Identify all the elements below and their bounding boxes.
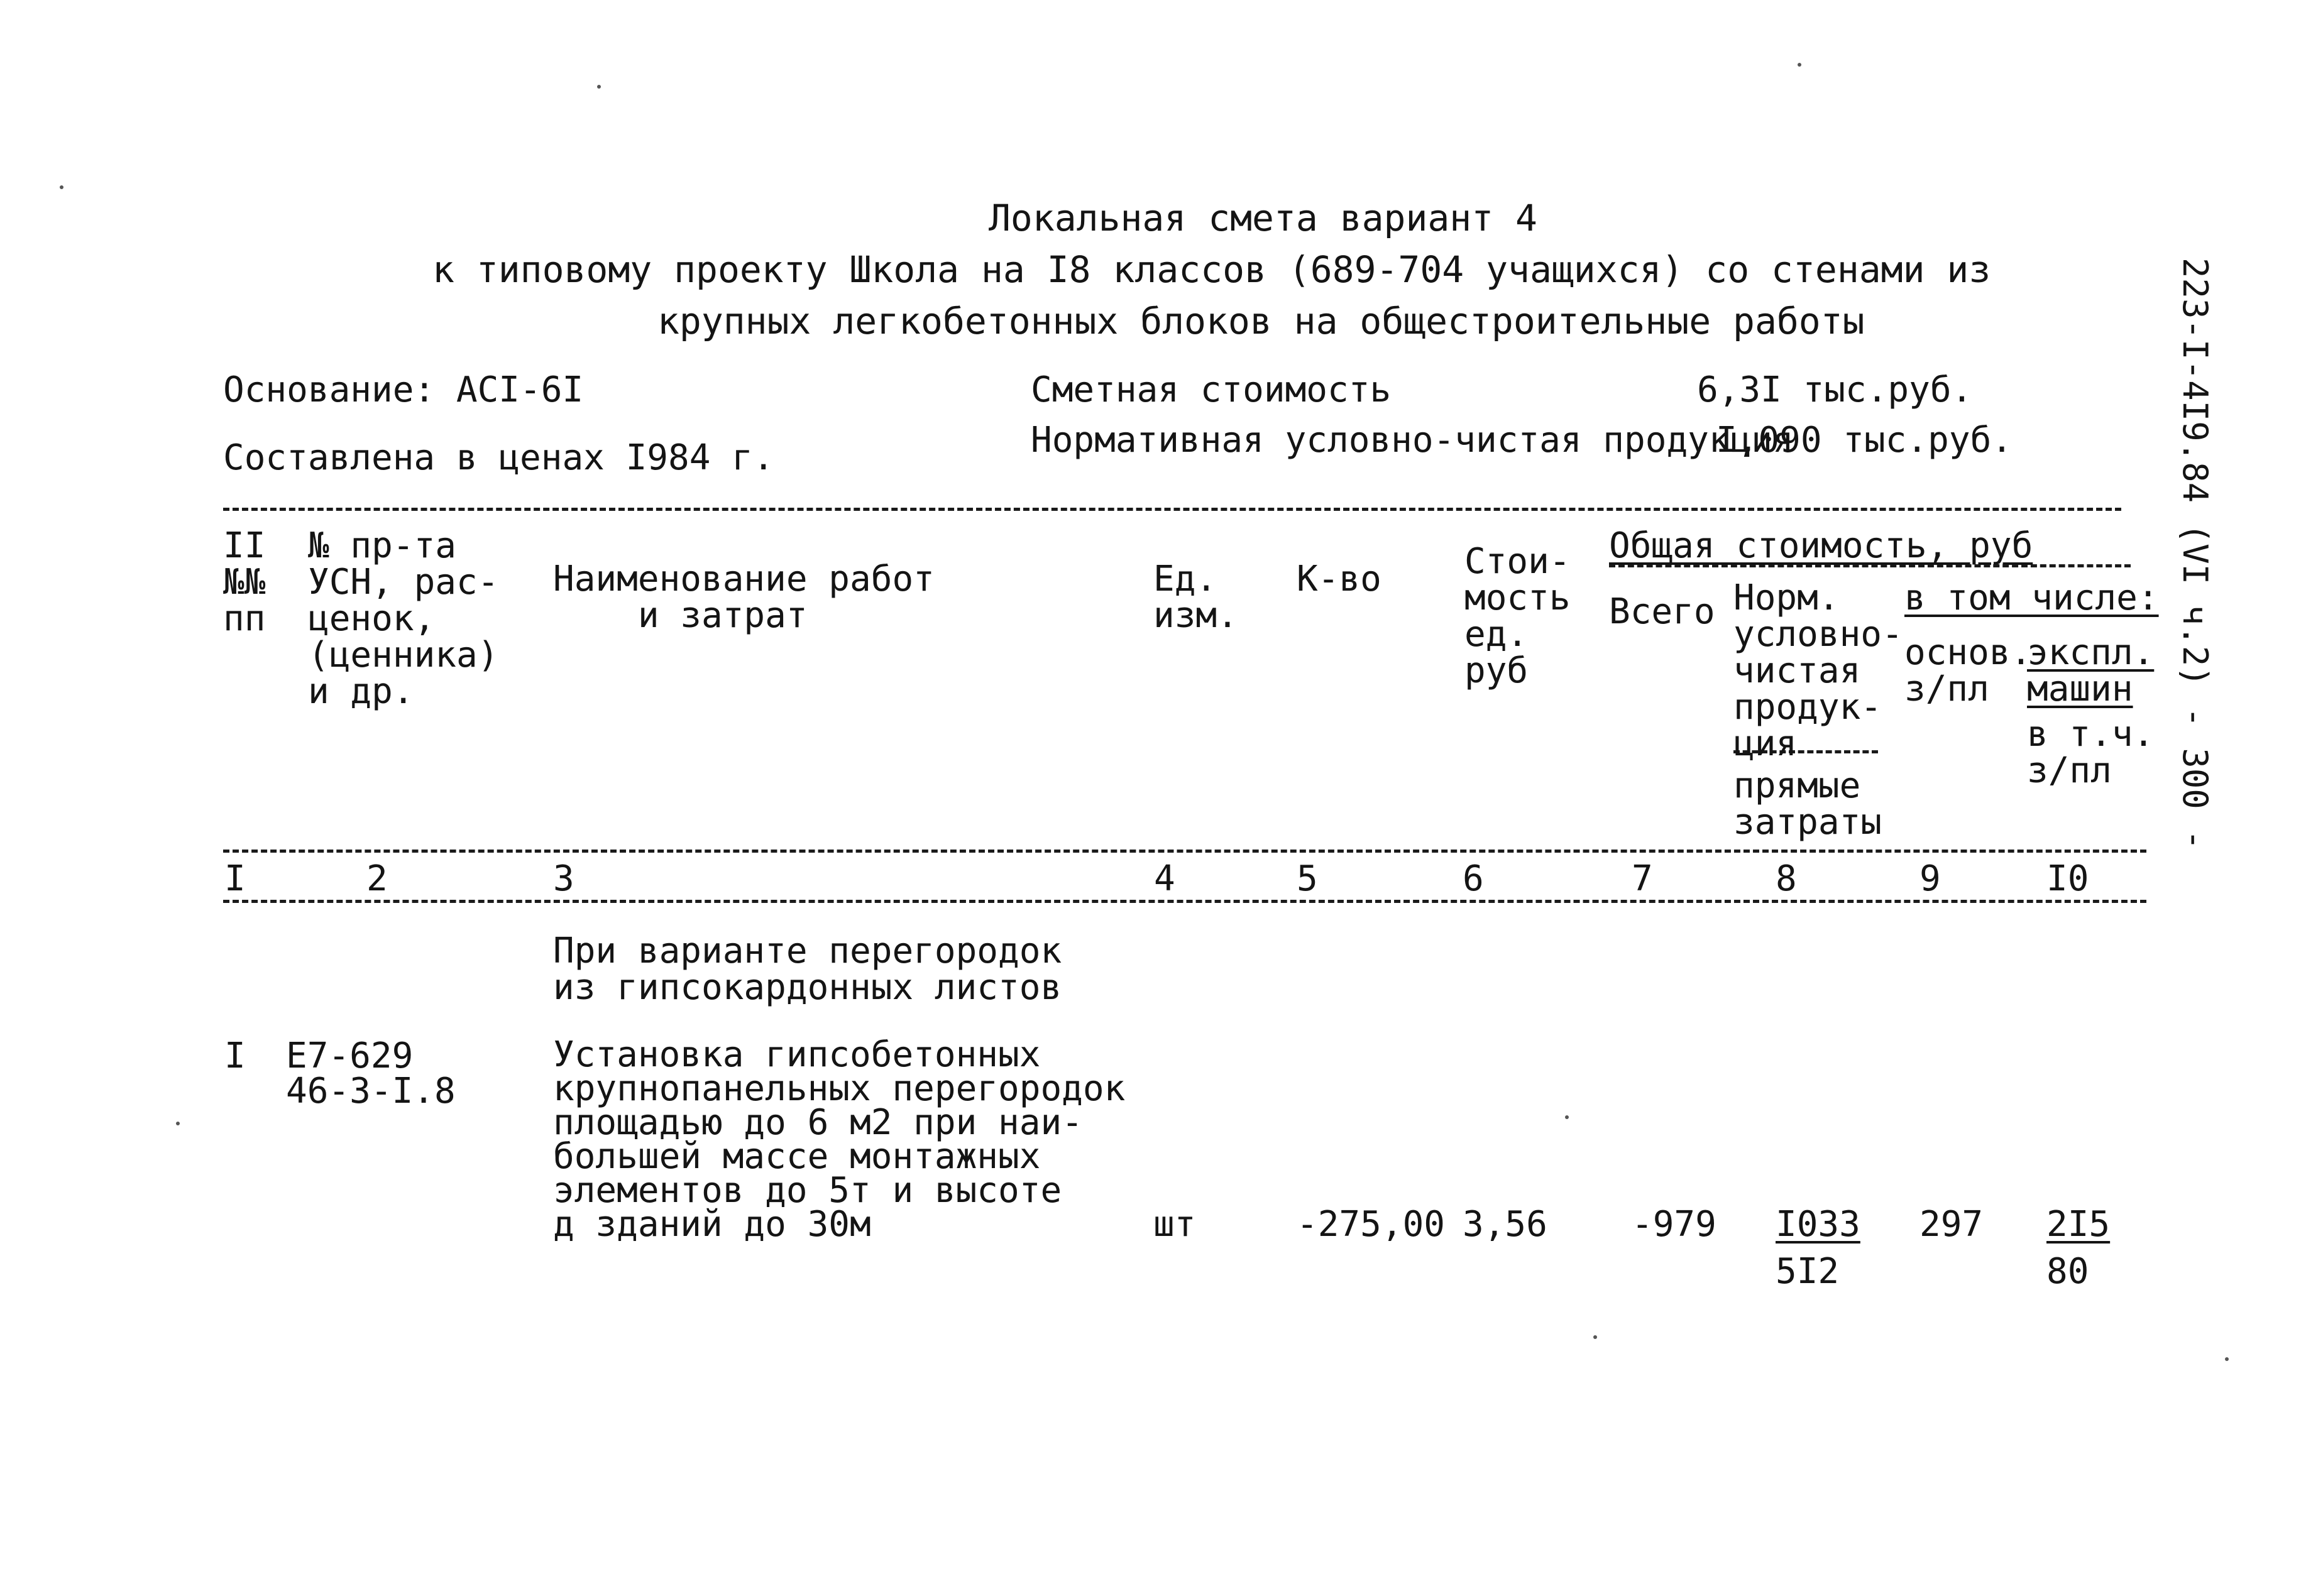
doc-subtitle-line1: к типовому проекту Школа на I8 классов (689-704 учащихся) со стенами из: [432, 248, 1991, 291]
col-number-3: 3: [553, 858, 574, 899]
row-machines-wage: 80: [2046, 1251, 2089, 1292]
col-number-8: 8: [1776, 858, 1797, 899]
header-machines-wage: в т.ч. з/пл: [2027, 714, 2155, 791]
row-number: I: [224, 1036, 246, 1076]
header-work-name: Наименование работ и затрат: [553, 559, 935, 636]
table-top-rule: [223, 508, 2121, 511]
scan-speck: [597, 85, 601, 89]
scan-speck: [1798, 63, 1801, 67]
header-total-cost-group: Общая стоимость, руб: [1609, 525, 2033, 566]
col-number-1: I: [224, 858, 246, 899]
header-unit-cost: Стои- мость ед. руб: [1464, 541, 1571, 691]
header-total: Всего: [1609, 591, 1715, 632]
basis-osnovanie: Основание: АСI-6I: [223, 369, 584, 410]
row-norm-product: I033: [1776, 1204, 1860, 1245]
norm-value: I,090 тыс.руб.: [1716, 420, 2013, 461]
row-base-wage: 297: [1919, 1204, 1984, 1245]
scan-speck: [1565, 1115, 1569, 1119]
row-quantity: -275,00: [1297, 1204, 1446, 1245]
row-code-2: 46-3-I.8: [286, 1071, 456, 1112]
col-number-7: 7: [1632, 858, 1653, 899]
header-including: в том числе:: [1904, 577, 2159, 618]
col-number-4: 4: [1154, 858, 1175, 899]
side-document-code: 223-I-4I9.84 (VI ч.2) - 300 -: [2175, 258, 2215, 850]
cost-label: Сметная стоимость: [1031, 369, 1392, 410]
header-base-wage: основ. з/пл: [1904, 632, 2032, 709]
scan-speck: [2225, 1357, 2229, 1361]
row-work-name: Установка гипсобетонных крупнопанельных перегородок площадью до 6 м2 при наи- большей массе монтажных элементов до 5т и высоте д зданий до 30м: [553, 1034, 1126, 1245]
header-price-code: № пр-та УСН, рас- ценок, (ценника) и др.: [308, 525, 499, 712]
norm-label: Нормативная условно-чистая продукция: [1031, 420, 1794, 461]
header-machines: экспл. машин: [2027, 632, 2155, 709]
scan-speck: [60, 185, 63, 189]
row-direct-costs: 5I2: [1776, 1251, 1840, 1292]
basis-prices: Составлена в ценах I984 г.: [223, 437, 774, 478]
numbers-bottom-rule: [223, 900, 2146, 903]
header-bottom-rule: [223, 850, 2146, 853]
col-number-10: I0: [2046, 858, 2089, 899]
header-norm-product: Норм. условно- чистая продук- ция: [1733, 577, 1903, 764]
row-machines: 2I5: [2046, 1204, 2111, 1245]
header-row-number: II №№ пп: [223, 525, 266, 639]
scan-speck: [176, 1122, 180, 1125]
doc-title: Локальная смета вариант 4: [989, 197, 1537, 239]
col-number-2: 2: [366, 858, 388, 899]
row-unit: шт: [1153, 1204, 1196, 1245]
col-number-9: 9: [1919, 858, 1941, 899]
col-number-5: 5: [1297, 858, 1318, 899]
col-number-6: 6: [1463, 858, 1484, 899]
header-direct-costs: прямые затраты: [1733, 765, 1882, 843]
doc-subtitle-line2: крупных легкобетонных блоков на общестроительные работы: [657, 300, 1865, 342]
scan-speck: [1593, 1335, 1597, 1339]
row-total: -979: [1632, 1204, 1716, 1245]
row-code-1: Е7-629: [286, 1036, 414, 1076]
header-quantity: К-во: [1297, 559, 1381, 599]
header-unit: Ед. изм.: [1153, 559, 1238, 636]
section-heading: При варианте перегородок из гипсокардонных листов: [553, 931, 1062, 1008]
cost-value: 6,3I тыс.руб.: [1697, 369, 1973, 410]
row-unit-cost: 3,56: [1463, 1204, 1547, 1245]
